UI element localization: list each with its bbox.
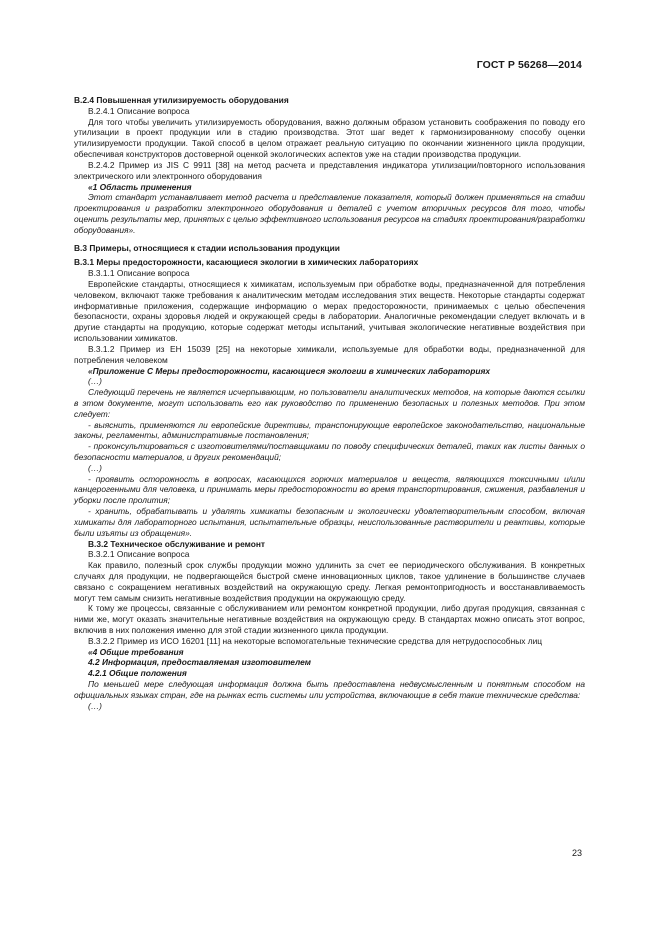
paragraph: К тому же процессы, связанные с обслуживанием или ремонтом конкретной продукции, либо другая продукция, связанная с ними же, могут оказать значительные негативные воздействия на окружающую среду. В стандартах можно описать этот вопрос, включив в них положения именно для этой стадии жизненного цикла продукции.	[74, 603, 585, 635]
paragraph: (…)	[88, 376, 102, 387]
section-heading: В.3.1 Меры предосторожности, касающиеся экологии в химических лабораториях	[74, 257, 419, 268]
paragraph: Как правило, полезный срок службы продукции можно удлинить за счет ее периодического обслуживания. В конкретных случаях для продукции, не подвергающейся быстрой смене инновационных циклов, такое удлинение в большинстве случаев связано с сокращением негативных воздействий на окружающую среду. Легкая ремонтопригодность и восстанавливаемость могут тем самым снизить негативные воздействия продукции на окружающую среду.	[74, 560, 585, 603]
paragraph: В.3.1.1 Описание вопроса	[88, 268, 190, 279]
paragraph: В.2.4.2 Пример из JIS C 9911 [38] на метод расчета и представления индикатора утилизации/повторного использования электрического или электронного оборудования	[74, 159, 585, 181]
paragraph: Для того чтобы увеличить утилизируемость оборудования, важно должным образом установить соображения по поводу его утилизации в проект продукции или в стадию производства. Этот шаг ведет к гармонизированному способу оценки утилизируемости продукции. Такой способ в целом отражает реальную ситуацию по окончании жизненного цикла продукции, обеспечивая конструкторов достоверной оценкой экологических аспектов уже на стадии производства продукции.	[74, 116, 585, 160]
paragraph: Следующий перечень не является исчерпывающим, но пользователи аналитических методов, на которые даются ссылки в этом документе, могут использовать его как руководство по применению безопасных и полезных методов. При этом следует:	[74, 387, 585, 419]
page-number: 23	[571, 848, 582, 858]
paragraph: В.2.4.1 Описание вопроса	[88, 105, 190, 116]
paragraph: «4 Общие требования	[88, 646, 184, 657]
section-heading: В.2.4 Повышенная утилизируемость оборудования	[74, 95, 289, 105]
paragraph: 4.2 Информация, предоставляемая изготовителем	[88, 657, 312, 668]
paragraph: - проконсультироваться с изготовителями/поставщиками по поводу специфических деталей, таких как листы данных о безопасности материалов, и других рекомендаций;	[74, 441, 585, 462]
document-header: ГОСТ Р 56268—2014	[476, 59, 582, 71]
section-heading: В.3.2 Техническое обслуживание и ремонт	[88, 538, 265, 549]
paragraph: Европейские стандарты, относящиеся к химикатам, используемым при обработке воды, предназначенной для потребления человеком, включают также требования к аналитическим методам исследования этих веществ. Некоторые стандарты содержат информативные приложения, содержащие информацию о мерах предосторожности, принимаемых с целью обеспечения безопасности, охраны здоровья людей и окружающей среды в лаборатории. Аналогичные рекомендации следует включать и в другие стандарты на продукцию, которые содержат методы испытаний, учитывая экологические негативные воздействия при использовании химикатов.	[74, 279, 585, 344]
paragraph: «1 Область применения	[88, 181, 192, 192]
paragraph: «Приложение С Меры предосторожности, касающиеся экологии в химических лабораториях	[88, 365, 491, 376]
paragraph: (…)	[88, 462, 102, 473]
paragraph: (…)	[88, 700, 102, 711]
paragraph: В.3.1.2 Пример из ЕН 15039 [25] на некоторые химикали, используемые для обработки воды, предназначенной для потребления человеком	[74, 343, 585, 365]
paragraph: - хранить, обрабатывать и удалять химикаты безопасным и экологически удовлетворительным способом, включая химикаты для лабораторного испытания, испытательные образцы, неиспользованные растворители и реактивы, которые были изъяты из обращения».	[74, 506, 585, 538]
section-heading: В.3 Примеры, относящиеся к стадии использования продукции	[74, 242, 340, 253]
paragraph: В.3.2.1 Описание вопроса	[88, 549, 190, 560]
paragraph: В.3.2.2 Пример из ИСО 16201 [11] на некоторые вспомогательные технические средства для нетрудоспособных лиц	[88, 635, 543, 646]
paragraph: - выяснить, применяются ли европейские директивы, транспонирующие европейское законодательство, национальные законы, регламенты, административные постановления;	[74, 419, 585, 441]
document-body	[74, 95, 585, 712]
paragraph: По меньшей мере следующая информация должна быть предоставлена недвусмысленным и понятным способом на официальных языках стран, где на рынках есть системы или устройства, включающие в себя такие технические средства:	[74, 679, 585, 700]
paragraph: Этот стандарт устанавливает метод расчета и представление показателя, который должен применяться на стадии проектирования и разработки электронного оборудования и деталей с учетом вторичных ресурсов для того, чтобы оценить результаты мер, принятых с целью эффективного использования ресурсов на стадиях проектирования/разработки оборудования».	[74, 192, 585, 235]
paragraph: - проявить осторожность в вопросах, касающихся горючих материалов и веществ, являющихся токсичными и/или канцерогенными для человека, и принимать меры предосторожности во время транспортирования, сжижения, разбавления и уборки после пролития;	[74, 473, 585, 506]
paragraph: 4.2.1 Общие положения	[88, 668, 187, 679]
